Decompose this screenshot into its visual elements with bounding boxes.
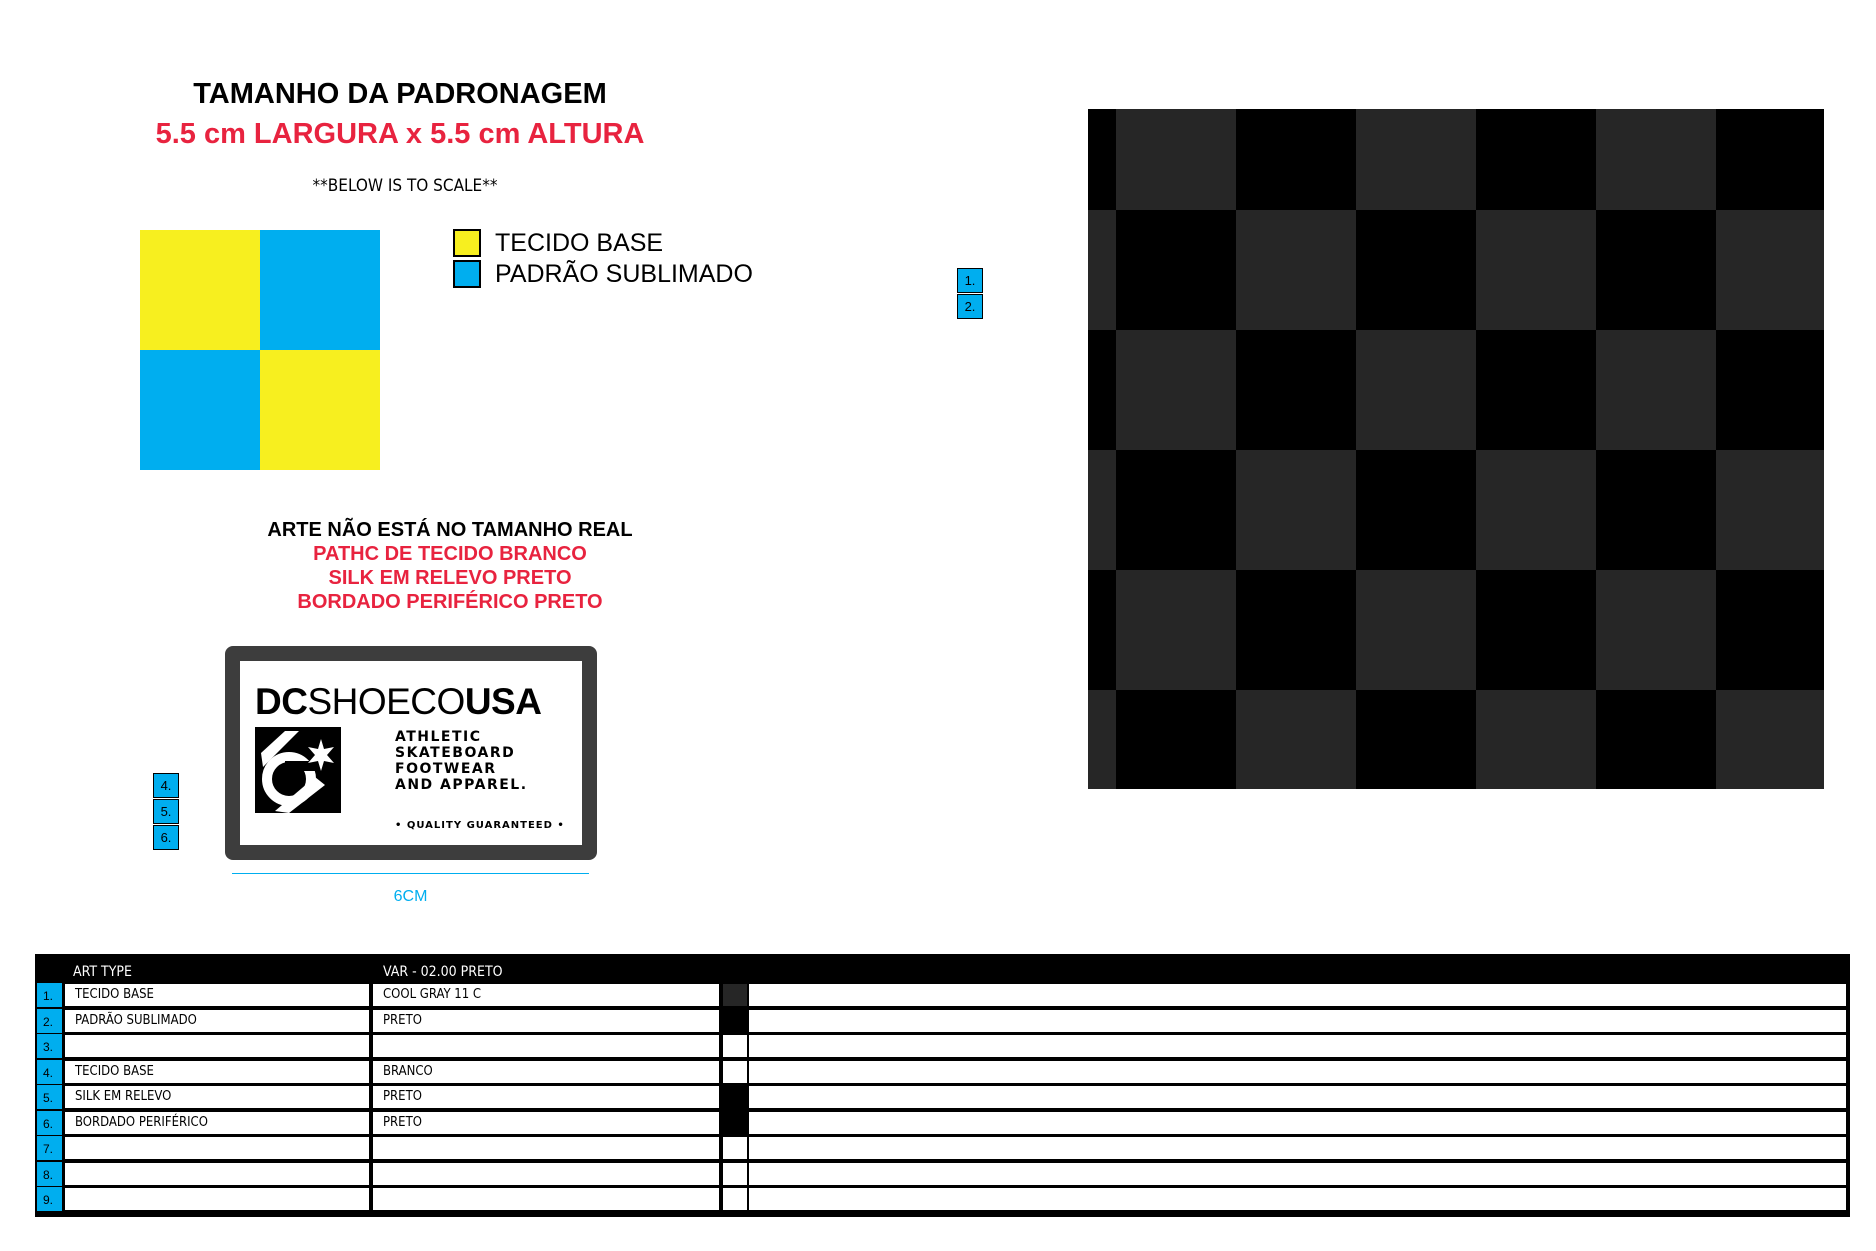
- row-number: 4.: [37, 1060, 63, 1084]
- patch-brand: [255, 681, 541, 723]
- tagline-line: ATHLETIC: [395, 729, 482, 745]
- pattern-size-label: 5.5 cm LARGURA x 5.5 cm ALTURA: [155, 118, 645, 150]
- cell-notes: [749, 1137, 1846, 1159]
- checker-cell: [1716, 109, 1824, 210]
- row-number: 8.: [37, 1162, 63, 1186]
- dimension-line: [232, 873, 589, 874]
- callout-badge: 1.: [957, 268, 983, 293]
- table-row: [37, 1136, 1848, 1160]
- cell-color-name: [373, 1137, 719, 1159]
- callout-badge: 4.: [153, 773, 179, 798]
- row-number: 7.: [37, 1136, 63, 1160]
- row-number: 3.: [37, 1034, 63, 1058]
- checker-cell: [1476, 109, 1596, 210]
- table-row: [37, 1034, 1848, 1058]
- patch-inner: [240, 661, 582, 845]
- checker-cell: [1116, 450, 1236, 570]
- checker-cell: [1716, 210, 1824, 330]
- checker-cell: [1356, 210, 1476, 330]
- cell-color-swatch: [723, 1010, 747, 1032]
- checker-cell: [1596, 210, 1716, 330]
- cell-notes: [749, 1112, 1846, 1134]
- checker-cell: [1236, 210, 1356, 330]
- checker-cell: [1088, 690, 1116, 789]
- dc-star-logo-icon: [255, 727, 341, 813]
- pattern-swatch: [140, 230, 380, 470]
- art-notes: [200, 518, 700, 614]
- checker-cell: [1716, 690, 1824, 789]
- cell-notes: [749, 1035, 1846, 1057]
- pattern-callouts: [957, 267, 983, 319]
- scale-note: **BELOW IS TO SCALE**: [312, 176, 498, 196]
- swatch-cell-cyan: [140, 350, 260, 470]
- table-row: [37, 983, 1848, 1007]
- checker-cell: [1476, 570, 1596, 690]
- tagline-line: SKATEBOARD: [395, 745, 516, 761]
- checker-cell: [1476, 450, 1596, 570]
- cell-art-type: [65, 1035, 369, 1057]
- legend-swatch-cyan: [453, 260, 481, 288]
- swatch-cell-yellow: [140, 230, 260, 350]
- table-row: [37, 1187, 1848, 1211]
- checker-cell: [1596, 109, 1716, 210]
- cell-color-name: BRANCO: [373, 1061, 719, 1083]
- brand-usa: USA: [464, 681, 542, 722]
- cell-notes: [749, 984, 1846, 1006]
- note-silk-relief: SILK EM RELEVO PRETO: [328, 567, 572, 589]
- brand-dc: DC: [255, 681, 308, 722]
- checker-cell: [1088, 210, 1116, 330]
- callout-badge: 2.: [957, 294, 983, 319]
- checker-cell: [1356, 570, 1476, 690]
- checker-cell: [1236, 109, 1356, 210]
- swatch-cell-cyan: [260, 230, 380, 350]
- cell-color-swatch: [723, 1112, 747, 1134]
- header-variant: VAR - 02.00 PRETO: [383, 964, 503, 980]
- table-row: [37, 1085, 1848, 1109]
- checker-cell: [1476, 690, 1596, 789]
- checker-cell: [1596, 330, 1716, 450]
- cell-art-type: [65, 1163, 369, 1185]
- checker-cell: [1356, 330, 1476, 450]
- table-row: [37, 1162, 1848, 1186]
- legend-swatch-yellow: [453, 229, 481, 257]
- callout-badge: 6.: [153, 825, 179, 850]
- cell-color-swatch: [723, 1086, 747, 1108]
- cell-color-name: PRETO: [373, 1112, 719, 1134]
- cell-art-type: TECIDO BASE: [65, 1061, 369, 1083]
- checker-cell: [1116, 330, 1236, 450]
- table-header: [37, 956, 1848, 983]
- legend-label: TECIDO BASE: [495, 228, 664, 257]
- row-number: 2.: [37, 1009, 63, 1033]
- checker-cell: [1236, 450, 1356, 570]
- row-number: 5.: [37, 1085, 63, 1109]
- cell-art-type: TECIDO BASE: [65, 984, 369, 1006]
- cell-color-swatch: [723, 984, 747, 1006]
- checker-cell: [1356, 109, 1476, 210]
- checker-cell: [1716, 450, 1824, 570]
- legend-label: PADRÃO SUBLIMADO: [495, 259, 753, 288]
- patch-tagline: [395, 729, 528, 793]
- row-number: 6.: [37, 1111, 63, 1135]
- checker-cell: [1116, 690, 1236, 789]
- patch-callouts: [153, 772, 179, 850]
- dc-patch: [225, 646, 597, 860]
- checker-cell: [1236, 570, 1356, 690]
- cell-color-name: PRETO: [373, 1086, 719, 1108]
- cell-art-type: PADRÃO SUBLIMADO: [65, 1010, 369, 1032]
- checker-cell: [1116, 109, 1236, 210]
- table-row: [37, 1111, 1848, 1135]
- legend-item-tecido-base: [453, 228, 663, 258]
- header-art-type: ART TYPE: [73, 964, 132, 980]
- color-spec-table: [35, 954, 1850, 1217]
- note-patch-fabric: PATHC DE TECIDO BRANCO: [313, 543, 587, 565]
- legend-item-padrao-sublimado: [453, 259, 753, 289]
- cell-color-swatch: [723, 1061, 747, 1083]
- row-number: 9.: [37, 1187, 63, 1211]
- tagline-line: FOOTWEAR: [395, 761, 497, 777]
- cell-art-type: [65, 1137, 369, 1159]
- checker-cell: [1356, 450, 1476, 570]
- checker-cell: [1716, 330, 1824, 450]
- checker-cell: [1116, 570, 1236, 690]
- cell-color-name: [373, 1188, 719, 1210]
- note-not-real-size: ARTE NÃO ESTÁ NO TAMANHO REAL: [267, 519, 633, 541]
- cell-color-swatch: [723, 1163, 747, 1185]
- swatch-cell-yellow: [260, 350, 380, 470]
- callout-badge: 5.: [153, 799, 179, 824]
- checker-cell: [1088, 570, 1116, 690]
- cell-color-name: PRETO: [373, 1010, 719, 1032]
- patch-quality-label: • QUALITY GUARANTEED •: [395, 820, 565, 831]
- checker-cell: [1116, 210, 1236, 330]
- cell-color-swatch: [723, 1188, 747, 1210]
- page-title: TAMANHO DA PADRONAGEM: [193, 78, 607, 110]
- checker-cell: [1596, 570, 1716, 690]
- checker-cell: [1236, 690, 1356, 789]
- cell-notes: [749, 1061, 1846, 1083]
- checker-cell: [1088, 450, 1116, 570]
- checker-cell: [1236, 330, 1356, 450]
- dimension-label: 6CM: [393, 888, 428, 905]
- checker-cell: [1088, 330, 1116, 450]
- cell-notes: [749, 1086, 1846, 1108]
- cell-art-type: SILK EM RELEVO: [65, 1086, 369, 1108]
- checker-pattern-preview: [1088, 109, 1824, 789]
- tagline-line: AND APPAREL.: [395, 777, 528, 793]
- note-embroidery: BORDADO PERIFÉRICO PRETO: [297, 591, 603, 613]
- checker-cell: [1476, 330, 1596, 450]
- checker-cell: [1596, 450, 1716, 570]
- checker-cell: [1476, 210, 1596, 330]
- table-row: [37, 1060, 1848, 1084]
- brand-shoeco: SHOECO: [307, 681, 465, 722]
- checker-cell: [1596, 690, 1716, 789]
- table-row: [37, 1009, 1848, 1033]
- checker-cell: [1356, 690, 1476, 789]
- cell-art-type: BORDADO PERIFÉRICO: [65, 1112, 369, 1134]
- cell-notes: [749, 1188, 1846, 1210]
- cell-art-type: [65, 1188, 369, 1210]
- cell-color-swatch: [723, 1137, 747, 1159]
- row-number: 1.: [37, 983, 63, 1007]
- cell-color-name: [373, 1163, 719, 1185]
- cell-color-swatch: [723, 1035, 747, 1057]
- checker-cell: [1716, 570, 1824, 690]
- cell-notes: [749, 1010, 1846, 1032]
- cell-color-name: [373, 1035, 719, 1057]
- cell-notes: [749, 1163, 1846, 1185]
- checker-cell: [1088, 109, 1116, 210]
- cell-color-name: COOL GRAY 11 C: [373, 984, 719, 1006]
